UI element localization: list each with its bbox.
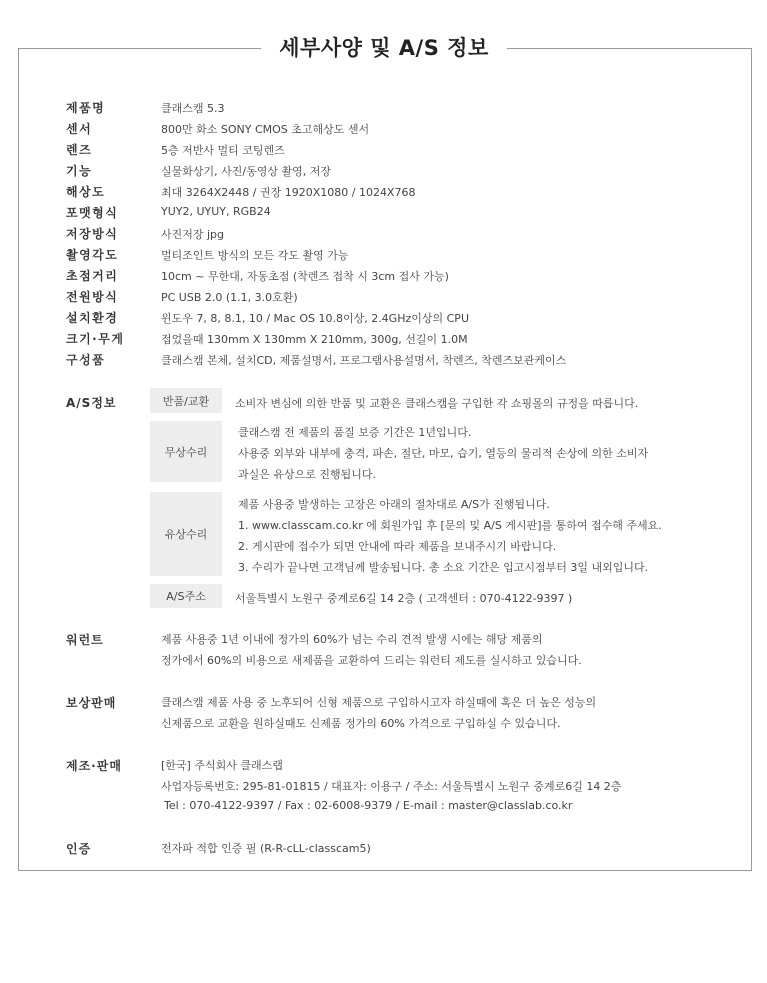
- spec-value: 접었을때 130mm X 130mm X 210mm, 300g, 선길이 1.0M: [161, 333, 468, 346]
- paid-repair-line: 1. www.classcam.co.kr 에 회원가입 후 [문의 및 A/S 게시판]를 통하여 접수해 주세요.: [238, 519, 662, 532]
- paid-repair-line: 3. 수리가 끝나면 고객님께 발송됩니다. 총 소요 기간은 입고시점부터 3일 내외입니다.: [238, 561, 649, 574]
- spec-value: 사진저장 jpg: [161, 228, 225, 241]
- spec-label: 포맷형식: [66, 206, 119, 220]
- spec-label: 센서: [66, 122, 93, 136]
- spec-label: 저장방식: [66, 227, 119, 241]
- spec-value: 실물화상기, 사진/동영상 촬영, 저장: [161, 165, 331, 178]
- warranty-label: 워런트: [66, 633, 104, 647]
- as-address-tag: A/S주소: [150, 584, 222, 608]
- return-tag: 반품/교환: [150, 388, 222, 413]
- certification-text: 전자파 적합 인증 필 (R-R-cLL-classcam5): [161, 842, 371, 855]
- spec-value: 클래스캠 5.3: [161, 102, 225, 115]
- paid-repair-tag: 유상수리: [150, 492, 222, 576]
- free-repair-tag: 무상수리: [150, 421, 222, 482]
- spec-label: 설치환경: [66, 311, 119, 325]
- spec-label: 해상도: [66, 185, 106, 199]
- spec-label: 기능: [66, 164, 93, 178]
- free-repair-line: 사용중 외부와 내부에 충격, 파손, 절단, 마모, 습기, 열등의 물리적 손상에 의한 소비자: [238, 447, 649, 460]
- spec-value: 최대 3264X2448 / 권장 1920X1080 / 1024X768: [161, 186, 416, 199]
- spec-label: 초점거리: [66, 269, 119, 283]
- spec-value: 클래스캠 본체, 설치CD, 제품설명서, 프로그램사용설명서, 착렌즈, 착렌즈보관케이스: [161, 354, 567, 367]
- spec-value: YUY2, UYUY, RGB24: [161, 205, 271, 218]
- spec-label: 전원방식: [66, 290, 119, 304]
- spec-value: 멀티조인트 방식의 모든 각도 촬영 가능: [161, 249, 349, 262]
- compensation-line: 클래스캠 제품 사용 중 노후되어 신형 제품으로 구입하시고자 하실때에 혹은 더 높은 성능의: [161, 696, 597, 709]
- spec-value: 5층 저반사 멀티 코팅렌즈: [161, 144, 285, 157]
- as-address-text: 서울특별시 노원구 중계로6길 14 2층 ( 고객센터 : 070-4122-9397 ): [235, 592, 573, 605]
- spec-value: 800만 화소 SONY CMOS 초고해상도 센서: [161, 123, 370, 136]
- free-repair-line: 클래스캠 전 제품의 품질 보증 기간은 1년입니다.: [238, 426, 472, 439]
- paid-repair-line: 제품 사용중 발생하는 고장은 아래의 절차대로 A/S가 진행됩니다.: [238, 498, 550, 511]
- spec-label: 구성품: [66, 353, 106, 367]
- maker-line: 사업자등록번호: 295-81-01815 / 대표자: 이용구 / 주소: 서울특별시 노원구 중계로6길 14 2층: [161, 780, 622, 793]
- warranty-line: 정가에서 60%의 비용으로 새제품을 교환하여 드리는 워런티 제도를 실시하고 있습니다.: [161, 654, 582, 667]
- maker-line: Tel : 070-4122-9397 / Fax : 02-6008-9379 / E-mail : master@classlab.co.kr: [164, 799, 573, 812]
- free-repair-line: 과실은 유상으로 진행됩니다.: [238, 468, 377, 481]
- as-info-label: A/S정보: [66, 396, 117, 410]
- certification-label: 인증: [66, 842, 92, 856]
- warranty-line: 제품 사용중 1년 이내에 정가의 60%가 넘는 수리 견적 발생 시에는 해당 제품의: [161, 633, 543, 646]
- spec-label: 렌즈: [66, 143, 93, 157]
- compensation-label: 보상판매: [66, 696, 117, 710]
- spec-label: 제품명: [66, 101, 106, 115]
- spec-label: 촬영각도: [66, 248, 119, 262]
- page-title: 세부사양 및 A/S 정보: [279, 36, 489, 60]
- compensation-line: 신제품으로 교환을 원하실때도 신제품 정가의 60% 가격으로 구입하실 수 있습니다.: [161, 717, 561, 730]
- spec-value: 윈도우 7, 8, 8.1, 10 / Mac OS 10.8이상, 2.4GHz이상의 CPU: [161, 312, 469, 325]
- maker-line: [한국] 주식회사 클래스랩: [161, 759, 283, 772]
- paid-repair-line: 2. 게시판에 접수가 되면 안내에 따라 제품을 보내주시기 바랍니다.: [238, 540, 557, 553]
- spec-label: 크기·무게: [66, 332, 125, 346]
- spec-value: PC USB 2.0 (1.1, 3.0호환): [161, 291, 298, 304]
- maker-label: 제조·판매: [66, 759, 122, 773]
- return-text: 소비자 변심에 의한 반품 및 교환은 클래스캠을 구입한 각 쇼핑몰의 규정을 따릅니다.: [235, 397, 639, 410]
- spec-value: 10cm ~ 무한대, 자동초점 (착렌즈 접착 시 3cm 접사 가능): [161, 270, 449, 283]
